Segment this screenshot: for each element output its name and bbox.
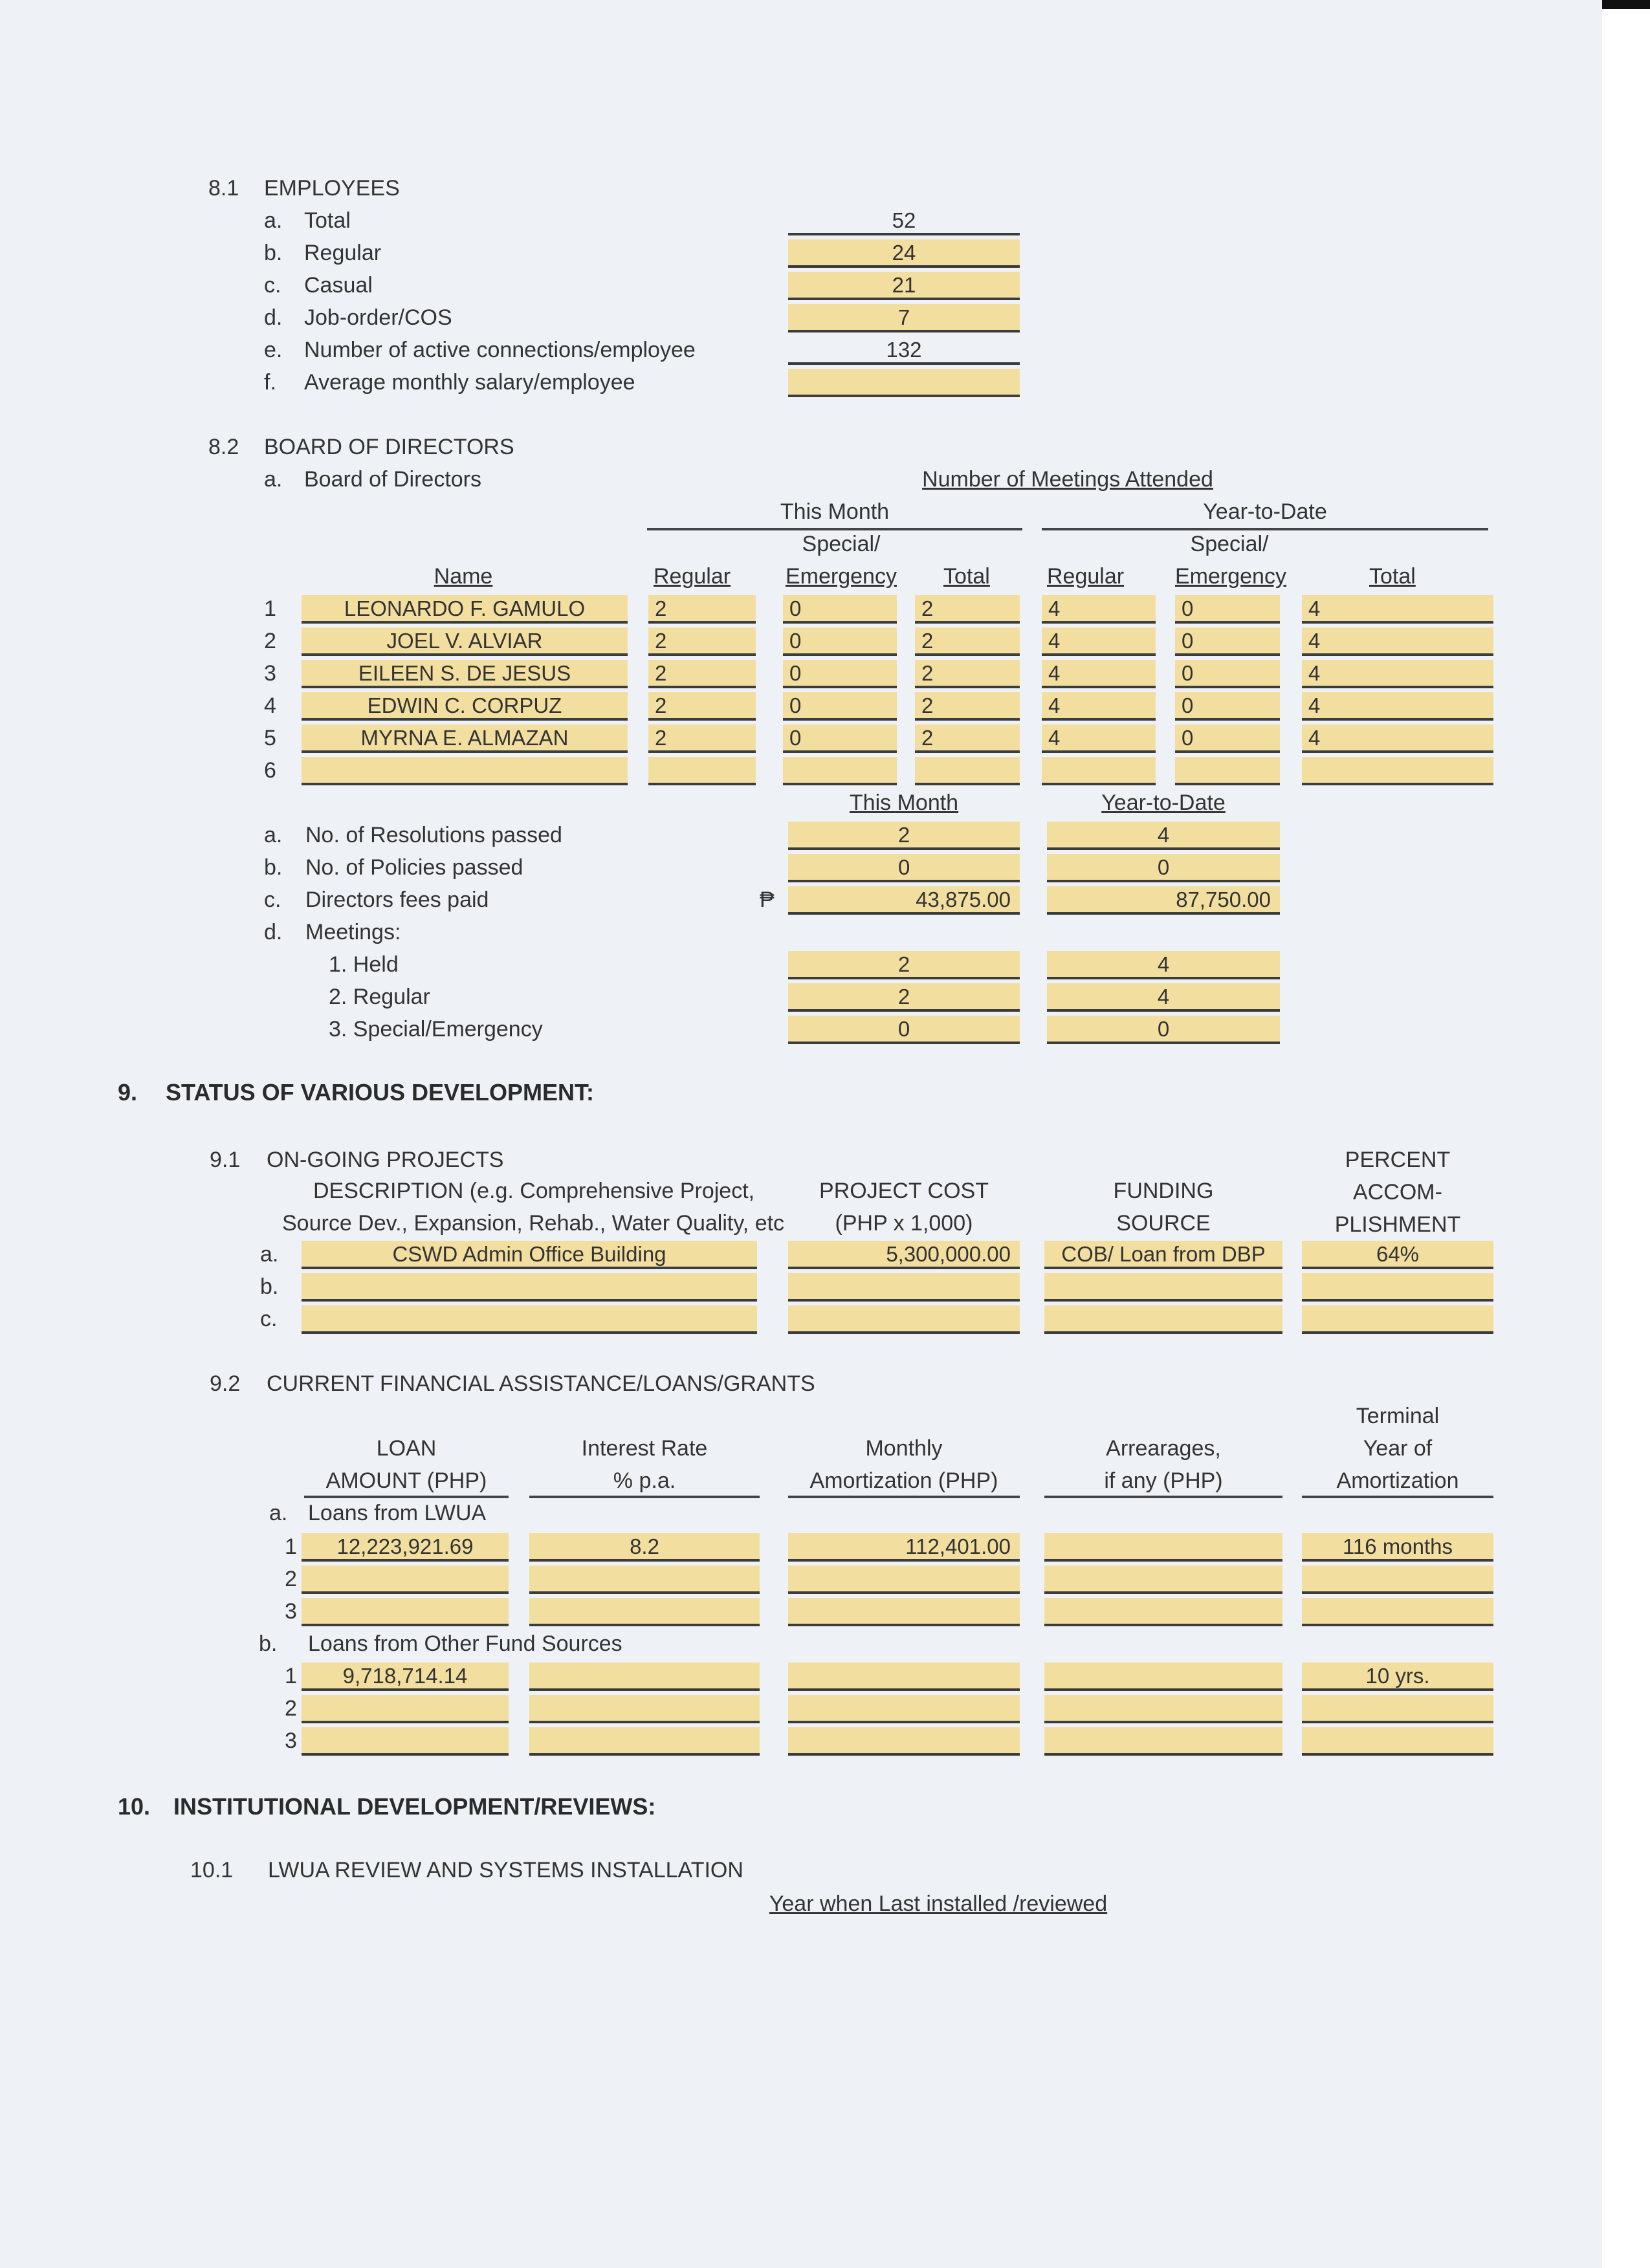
director-name-field[interactable]: EILEEN S. DE JESUS [302, 660, 628, 688]
director-month-emergency[interactable]: 0 [783, 627, 897, 656]
meeting-month-value[interactable]: 2 [788, 951, 1020, 979]
resolutions-label: No. of Resolutions passed [305, 823, 562, 847]
section-9-title: STATUS OF VARIOUS DEVELOPMENT: [166, 1079, 595, 1106]
director-row-number: 6 [264, 758, 276, 783]
director-month-regular[interactable]: 2 [648, 692, 756, 721]
director-month-total[interactable]: 2 [915, 725, 1020, 753]
section-8-2-title: BOARD OF DIRECTORS [264, 435, 514, 459]
meeting-row-label: 2. Regular [329, 985, 430, 1009]
director-ytd-emergency[interactable]: 0 [1175, 627, 1280, 656]
director-ytd-regular[interactable]: 4 [1042, 595, 1156, 624]
section-10-title: INSTITUTIONAL DEVELOPMENT/REVIEWS: [173, 1793, 656, 1820]
project-percent-field[interactable] [1302, 1273, 1493, 1302]
project-cost-header-line2: (PHP x 1,000) [835, 1211, 973, 1236]
resolutions-letter: a. [264, 823, 283, 847]
loan-arrearages-field[interactable] [1044, 1727, 1282, 1756]
fees-month-value[interactable]: 43,875.00 [788, 886, 1020, 915]
col-regular-ytd-header: Regular [1047, 564, 1125, 589]
year-to-date-header: Year-to-Date [1203, 499, 1327, 524]
meetings-letter: d. [264, 920, 283, 944]
col-regular-month-header: Regular [654, 564, 731, 589]
director-month-total[interactable]: 2 [915, 660, 1020, 688]
section-8-1-number: 8.1 [208, 176, 239, 201]
employee-row-label: Number of active connections/employee [304, 338, 696, 362]
director-month-emergency[interactable]: 0 [783, 660, 897, 688]
loans-other-letter: b. [259, 1631, 278, 1656]
section-9-1-title: ON-GOING PROJECTS [267, 1148, 504, 1172]
director-month-emergency[interactable] [783, 757, 897, 785]
project-percent-field[interactable]: 64% [1302, 1241, 1493, 1269]
director-ytd-total[interactable]: 4 [1302, 660, 1493, 688]
director-month-regular[interactable]: 2 [648, 660, 756, 688]
summary-ytd-header: Year-to-Date [1101, 791, 1226, 815]
loan-row-number: 1 [285, 1534, 297, 1559]
project-cost-field[interactable] [788, 1305, 1020, 1334]
director-row-number: 1 [264, 596, 276, 621]
employees-total-value[interactable]: 52 [788, 207, 1020, 235]
loan-amortization-field[interactable] [788, 1663, 1020, 1691]
section-8-2-number: 8.2 [208, 435, 239, 459]
director-ytd-emergency[interactable]: 0 [1175, 660, 1280, 688]
funding-header-line1: FUNDING [1113, 1179, 1214, 1203]
meetings-attended-header: Number of Meetings Attended [922, 467, 1213, 492]
director-ytd-emergency[interactable] [1175, 757, 1280, 785]
director-name-field[interactable]: LEONARDO F. GAMULO [302, 595, 628, 624]
resolutions-ytd-value[interactable]: 4 [1047, 822, 1280, 850]
loan-rate-field[interactable]: 8.2 [529, 1533, 760, 1562]
connections-per-employee-value[interactable]: 132 [788, 336, 1020, 365]
section-10-number: 10. [118, 1793, 151, 1820]
loan-row-number: 3 [285, 1728, 297, 1753]
director-row-number: 2 [264, 629, 276, 653]
loan-row-number: 2 [285, 1696, 297, 1721]
director-month-regular[interactable]: 2 [648, 595, 756, 624]
director-ytd-regular[interactable]: 4 [1042, 692, 1156, 721]
board-sub-letter: a. [264, 467, 283, 492]
employee-row-label: Job-order/COS [304, 305, 452, 330]
fees-letter: c. [264, 888, 281, 912]
director-ytd-regular[interactable]: 4 [1042, 660, 1156, 688]
employees-joborder-value[interactable]: 7 [788, 304, 1020, 333]
loan-terminal-field[interactable] [1302, 1695, 1493, 1723]
loan-amount-field[interactable] [302, 1565, 509, 1594]
terminal-header-line3: Amortization [1336, 1468, 1459, 1493]
employee-row-letter: c. [264, 273, 281, 298]
director-name-field[interactable] [302, 757, 628, 785]
project-funding-field[interactable]: COB/ Loan from DBP [1044, 1241, 1282, 1269]
terminal-header-line1: Terminal [1356, 1404, 1440, 1428]
section-10-1-title: LWUA REVIEW AND SYSTEMS INSTALLATION [268, 1858, 743, 1882]
this-month-header: This Month [780, 499, 890, 524]
director-ytd-regular[interactable] [1042, 757, 1156, 785]
meetings-label: Meetings: [305, 920, 401, 944]
director-name-field[interactable]: EDWIN C. CORPUZ [302, 692, 628, 721]
loan-amortization-field[interactable]: 112,401.00 [788, 1533, 1020, 1562]
policies-label: No. of Policies passed [305, 855, 523, 880]
funding-header-line2: SOURCE [1116, 1211, 1211, 1236]
loan-row-number: 2 [285, 1567, 297, 1591]
loan-amount-field[interactable]: 12,223,921.69 [302, 1533, 509, 1562]
loan-row-number: 3 [285, 1599, 297, 1624]
project-description-field[interactable] [302, 1305, 757, 1334]
loan-arrearages-field[interactable] [1044, 1598, 1282, 1626]
project-description-field[interactable]: CSWD Admin Office Building [302, 1241, 757, 1269]
director-month-regular[interactable]: 2 [648, 725, 756, 753]
meeting-month-value[interactable]: 2 [788, 983, 1020, 1012]
loan-amortization-field[interactable] [788, 1598, 1020, 1626]
terminal-header-rule [1302, 1496, 1493, 1498]
director-month-total[interactable]: 2 [915, 595, 1020, 624]
description-header-line1: DESCRIPTION (e.g. Comprehensive Project, [313, 1179, 755, 1203]
employee-row-letter: e. [264, 338, 283, 362]
section-9-2-number: 9.2 [210, 1371, 241, 1396]
project-row-letter: b. [260, 1274, 279, 1299]
section-10-1-number: 10.1 [190, 1858, 234, 1882]
director-month-emergency[interactable]: 0 [783, 692, 897, 721]
average-salary-value[interactable] [788, 369, 1020, 397]
project-description-field[interactable] [302, 1273, 757, 1302]
loan-rate-field[interactable] [529, 1565, 760, 1594]
employee-row-letter: d. [264, 305, 283, 330]
peso-sign: ₱ [760, 888, 775, 912]
loan-rate-field[interactable] [529, 1695, 760, 1723]
director-ytd-emergency[interactable]: 0 [1175, 595, 1280, 624]
director-ytd-total[interactable]: 4 [1302, 595, 1493, 624]
project-cost-field[interactable] [788, 1273, 1020, 1302]
employee-row-label: Total [304, 208, 351, 233]
project-funding-field[interactable] [1044, 1305, 1282, 1334]
loan-rate-field[interactable] [529, 1598, 760, 1626]
loan-terminal-field[interactable] [1302, 1598, 1493, 1626]
description-header-line2: Source Dev., Expansion, Rehab., Water Quality, etc [282, 1211, 785, 1236]
col-emergency-month-header: Emergency [786, 564, 897, 589]
loan-header-line2: AMOUNT (PHP) [325, 1468, 487, 1493]
loan-amount-field[interactable] [302, 1598, 509, 1626]
loan-amortization-field[interactable] [788, 1565, 1020, 1594]
project-row-letter: c. [260, 1307, 278, 1331]
loan-terminal-field[interactable] [1302, 1727, 1493, 1756]
rate-header-line2: % p.a. [613, 1468, 676, 1493]
rate-header-line1: Interest Rate [581, 1436, 708, 1461]
director-ytd-total[interactable]: 4 [1302, 692, 1493, 721]
policies-letter: b. [264, 855, 283, 880]
meeting-ytd-value[interactable]: 4 [1047, 951, 1280, 979]
loan-amortization-field[interactable] [788, 1695, 1020, 1723]
loan-amount-field[interactable] [302, 1695, 509, 1723]
amortization-header-line2: Amortization (PHP) [809, 1468, 998, 1493]
amortization-header-rule [788, 1496, 1020, 1498]
loan-rate-field[interactable] [529, 1727, 760, 1756]
terminal-header-line2: Year of [1363, 1436, 1433, 1461]
col-total-ytd-header: Total [1369, 564, 1416, 589]
section-9-number: 9. [118, 1079, 138, 1106]
director-month-regular[interactable]: 2 [648, 627, 756, 656]
employee-row-label: Regular [304, 241, 382, 265]
meeting-month-value[interactable]: 0 [788, 1016, 1020, 1044]
director-ytd-total[interactable]: 4 [1302, 725, 1493, 753]
director-ytd-emergency[interactable]: 0 [1175, 692, 1280, 721]
loan-row-number: 1 [285, 1664, 297, 1688]
fees-label: Directors fees paid [305, 888, 489, 912]
employees-regular-value[interactable]: 24 [788, 239, 1020, 268]
employees-casual-value[interactable]: 21 [788, 272, 1020, 300]
project-percent-field[interactable] [1302, 1305, 1493, 1334]
loan-terminal-field[interactable] [1302, 1565, 1493, 1594]
loan-arrearages-field[interactable] [1044, 1565, 1282, 1594]
project-row-letter: a. [260, 1242, 279, 1267]
arrearages-header-rule [1044, 1496, 1282, 1498]
employee-row-letter: a. [264, 208, 283, 233]
loan-amortization-field[interactable] [788, 1727, 1020, 1756]
percent-header-line2: ACCOM- [1353, 1180, 1442, 1205]
loans-lwua-label: Loans from LWUA [308, 1501, 487, 1525]
col-emergency-ytd-header: Emergency [1175, 564, 1286, 589]
director-ytd-emergency[interactable]: 0 [1175, 725, 1280, 753]
meeting-ytd-value[interactable]: 4 [1047, 983, 1280, 1012]
director-ytd-regular[interactable]: 4 [1042, 725, 1156, 753]
director-month-emergency[interactable]: 0 [783, 725, 897, 753]
meeting-row-label: 3. Special/Emergency [329, 1017, 543, 1041]
director-row-number: 3 [264, 661, 276, 686]
loans-lwua-letter: a. [269, 1501, 288, 1525]
director-month-regular[interactable] [648, 757, 756, 785]
project-funding-field[interactable] [1044, 1273, 1282, 1302]
arrearages-header-line2: if any (PHP) [1104, 1468, 1223, 1493]
col-name-header: Name [434, 564, 493, 589]
director-row-number: 5 [264, 726, 276, 750]
director-ytd-regular[interactable]: 4 [1042, 627, 1156, 656]
loan-arrearages-field[interactable] [1044, 1663, 1282, 1691]
project-cost-header-line1: PROJECT COST [819, 1179, 989, 1203]
arrearages-header-line1: Arrearages, [1106, 1436, 1221, 1461]
project-cost-field[interactable]: 5,300,000.00 [788, 1241, 1020, 1269]
board-sub-label: Board of Directors [304, 467, 481, 492]
section-8-1-title: EMPLOYEES [264, 176, 400, 201]
percent-header-line1: PERCENT [1345, 1148, 1451, 1172]
director-month-total[interactable]: 2 [915, 627, 1020, 656]
director-row-number: 4 [264, 693, 276, 718]
year-last-installed-header: Year when Last installed /reviewed [769, 1892, 1108, 1916]
loan-arrearages-field[interactable] [1044, 1533, 1282, 1562]
loan-arrearages-field[interactable] [1044, 1695, 1282, 1723]
loans-other-label: Loans from Other Fund Sources [308, 1631, 622, 1656]
policies-month-value[interactable]: 0 [788, 854, 1020, 882]
resolutions-month-value[interactable]: 2 [788, 822, 1020, 850]
director-month-total[interactable] [915, 757, 1020, 785]
special-header-month: Special/ [802, 532, 881, 556]
employee-row-label: Average monthly salary/employee [304, 370, 635, 395]
loan-amount-field[interactable]: 9,718,714.14 [302, 1663, 509, 1691]
director-month-total[interactable]: 2 [915, 692, 1020, 721]
fees-ytd-value[interactable]: 87,750.00 [1047, 886, 1280, 915]
amortization-header-line1: Monthly [865, 1436, 943, 1461]
loan-amount-field[interactable] [302, 1727, 509, 1756]
scan-corner-mark [1602, 0, 1650, 9]
loan-header-rule [304, 1496, 509, 1498]
loan-terminal-field[interactable]: 10 yrs. [1302, 1663, 1493, 1691]
employee-row-letter: f. [264, 370, 276, 395]
meeting-ytd-value[interactable]: 0 [1047, 1016, 1280, 1044]
director-month-emergency[interactable]: 0 [783, 595, 897, 624]
director-ytd-total[interactable] [1302, 757, 1493, 785]
section-9-1-number: 9.1 [210, 1148, 241, 1172]
section-9-2-title: CURRENT FINANCIAL ASSISTANCE/LOANS/GRANTS [267, 1371, 815, 1396]
percent-header-line3: PLISHMENT [1334, 1212, 1461, 1237]
rate-header-rule [529, 1496, 760, 1498]
policies-ytd-value[interactable]: 0 [1047, 854, 1280, 882]
col-total-month-header: Total [943, 564, 990, 589]
summary-this-month-header: This Month [849, 791, 959, 815]
employee-row-letter: b. [264, 241, 283, 265]
loan-header-line1: LOAN [376, 1436, 437, 1461]
page-edge [1602, 0, 1650, 2268]
loan-rate-field[interactable] [529, 1663, 760, 1691]
meeting-row-label: 1. Held [329, 952, 399, 977]
director-name-field[interactable]: JOEL V. ALVIAR [302, 627, 628, 656]
employee-row-label: Casual [304, 273, 373, 298]
loan-terminal-field[interactable]: 116 months [1302, 1533, 1493, 1562]
special-header-ytd: Special/ [1190, 532, 1269, 556]
director-ytd-total[interactable]: 4 [1302, 627, 1493, 656]
director-name-field[interactable]: MYRNA E. ALMAZAN [302, 725, 628, 753]
